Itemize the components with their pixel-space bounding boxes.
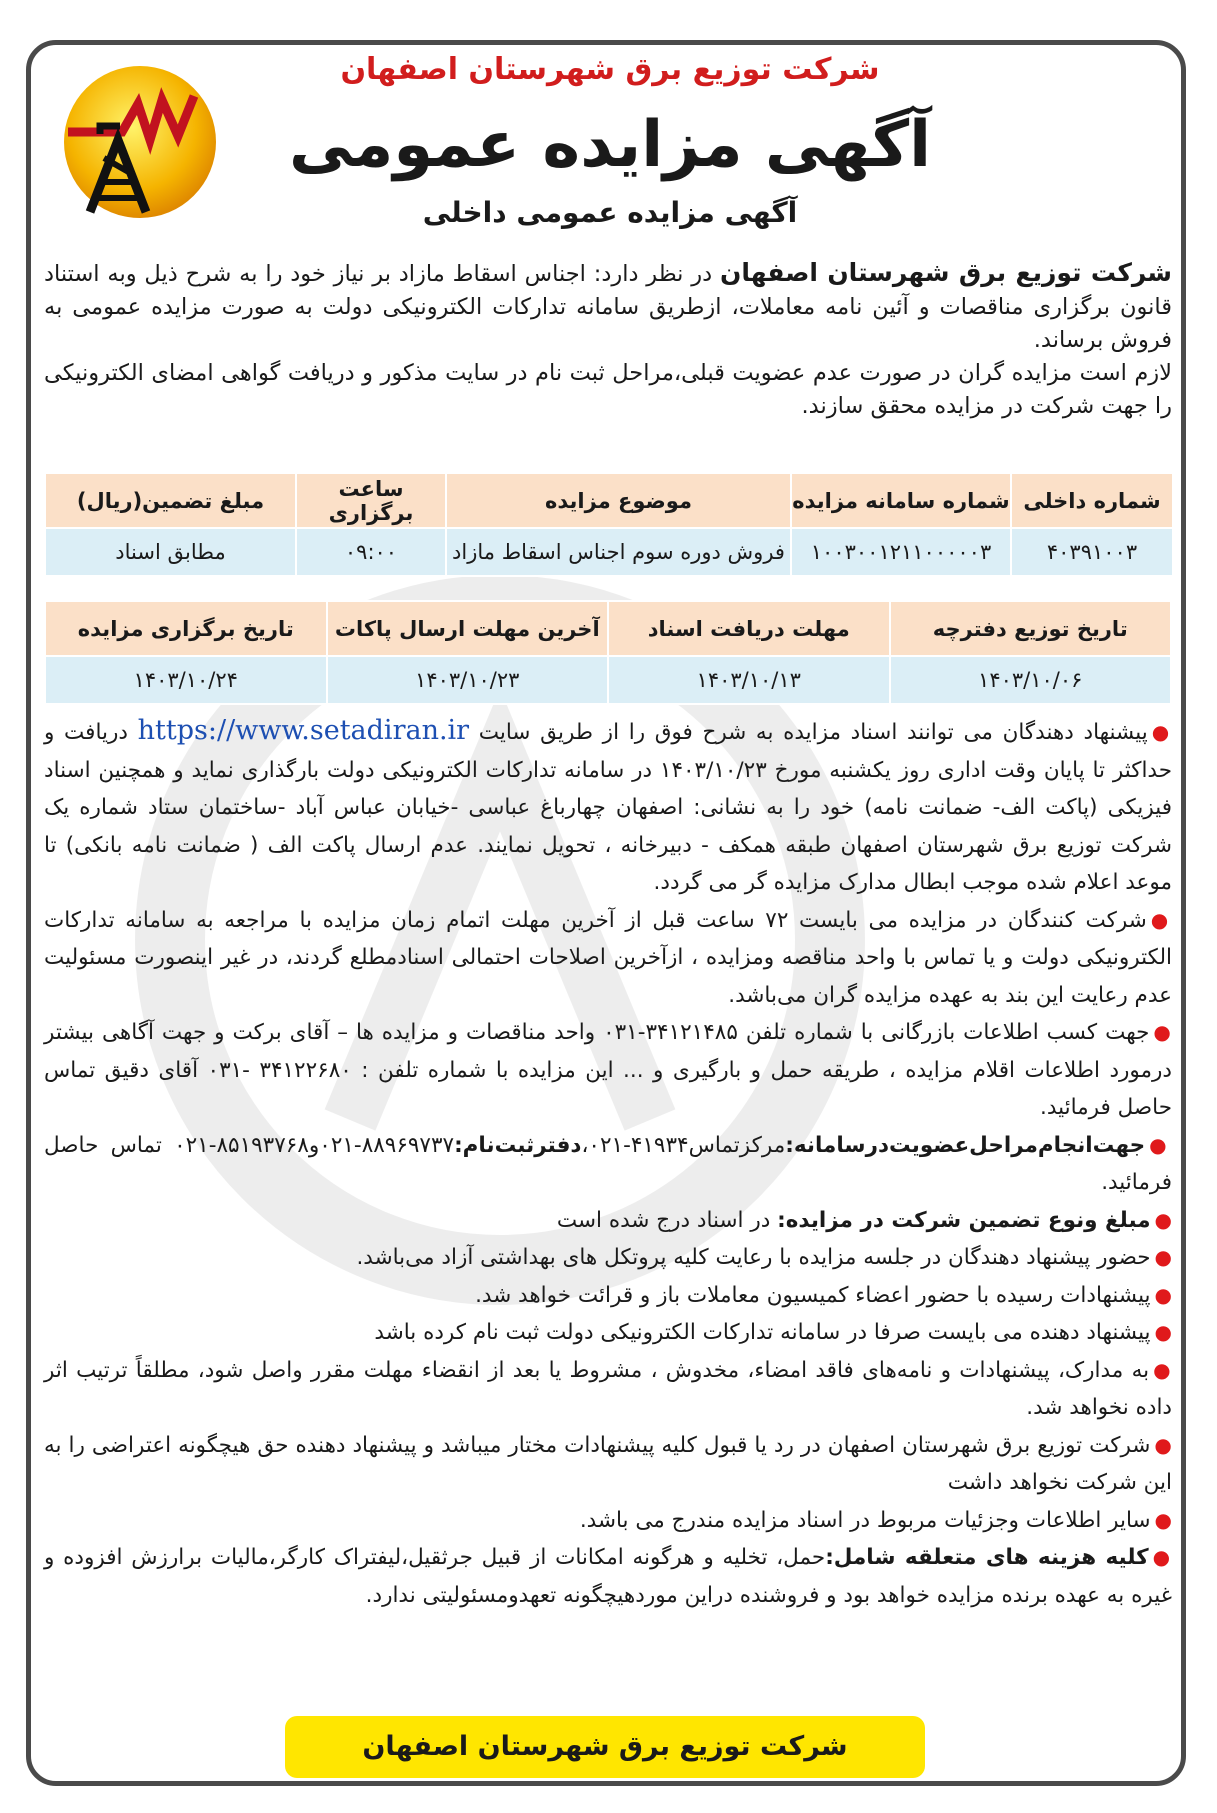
table-header: تاریخ توزیع دفترچه xyxy=(890,601,1172,656)
list-item: ●کلیه هزینه های متعلقه شامل:حمل، تخلیه و هرگونه امکانات از قبیل جرثقیل،لیفتراک کارگر،مالیات برارزش افزوده و غیره به عهده برنده مزایده خواهد بود و فروشنده دراین موردهیچگونه تعهدومسئولیتی ندارد. xyxy=(44,1545,1173,1608)
list-item: ●پیشنهادات رسیده با حضور اعضاء کمیسیون معاملات باز و قرائت خواهد شد. xyxy=(475,1282,1172,1308)
bullet-icon: ● xyxy=(1153,1020,1172,1044)
list-item: ●شرکت توزیع برق شهرستان اصفهان در رد یا قبول کلیه پیشنهادات مختار میباشد و پیشنهاد دهنده حق هیچگونه اعتراضی را به این شرکت نخواهد داشت xyxy=(44,1432,1172,1495)
table-cell: مطابق اسناد xyxy=(45,528,296,576)
table-header: شماره داخلی xyxy=(1011,473,1173,528)
table-cell: ۴۰۳۹۱۰۰۳ xyxy=(1011,528,1173,576)
footer-company-banner: شرکت توزیع برق شهرستان اصفهان xyxy=(285,1716,925,1778)
intro-paragraph xyxy=(44,256,1172,423)
bullet-icon: ● xyxy=(1153,1357,1172,1382)
bullet-icon: ● xyxy=(1154,1507,1172,1532)
bullet-icon: ● xyxy=(1152,1545,1173,1569)
table-cell: ۱۴۰۳/۱۰/۲۴ xyxy=(45,656,327,704)
bullet-icon: ● xyxy=(1154,1282,1172,1307)
table-cell: ۱۴۰۳/۱۰/۲۳ xyxy=(327,656,609,704)
company-logo xyxy=(60,62,220,222)
page-title: آگهی مزایده عمومی xyxy=(289,108,931,182)
bullet-icon: ● xyxy=(1154,1245,1172,1269)
intro-text-2: لازم است مزایده گران در صورت عدم عضویت قبلی،مراحل ثبت نام در سایت مذکور و دریافت گواهی امضای الکترونیکی را جهت شرکت در مزایده محقق سازند. xyxy=(44,360,1172,419)
list-item: ●جهت کسب اطلاعات بازرگانی با شماره تلفن ۳۴۱۲۱۴۸۵-۰۳۱ واحد مناقصات و مزایده ها – آقای برکت و جهت آگاهی بیشتر درمورد اطلاعات اقلام مزایده ، طریقه حمل و بارگیری و ... این مزایده با شماره تلفن : ۳۴۱۲۲۶۸۰ -۰۳۱ آقای دقیق تماس حاصل فرمائید. xyxy=(44,1020,1172,1120)
list-item: ●پیشنهاد دهنده می بایست صرفا در سامانه تدارکات الکترونیکی دولت ثبت نام کرده باشد xyxy=(374,1320,1172,1345)
intro-text-1: در نظر دارد: اجناس اسقاط مازاد بر نیاز خود را به شرح ذیل وبه استناد قانون برگزاری مناقصات و آئین نامه معاملات، ازطریق سامانه تدارکات الکترونیکی دولت به صورت مزایده عمومی به فروش برساند. xyxy=(44,261,1172,353)
list-item: ●شرکت کنندگان در مزایده می بایست ۷۲ ساعت قبل از آخرین مهلت اتمام زمان مزایده با مراجعه به سامانه تدارکات الکترونیکی دولت و یا تماس با واحد مناقصه ومزایده ، ازآخرین اصلاحات احتمالی اسنادمطلع گردند، در غیر اینصورت مسئولیت عدم رعایت این بند به عهده مزایده گران می‌باشد. xyxy=(44,907,1172,1008)
list-item: ●مبلغ ونوع تضمین شرکت در مزایده: در اسناد درج شده است xyxy=(556,1207,1172,1233)
table-header: تاریخ برگزاری مزایده xyxy=(45,601,327,656)
table-header: موضوع مزایده xyxy=(446,473,791,528)
table-header: ساعت برگزاری xyxy=(296,473,446,528)
table-cell: ۰۹:۰۰ xyxy=(296,528,446,576)
bullet-icon: ● xyxy=(1149,1132,1172,1157)
conditions-list xyxy=(44,712,1172,1614)
bullet-icon: ● xyxy=(1150,907,1172,932)
list-item: ●سایر اطلاعات وجزئیات مربوط در اسناد مزایده مندرج می باشد. xyxy=(579,1507,1172,1533)
bullet-icon: ● xyxy=(1154,1432,1172,1457)
bullet-icon: ● xyxy=(1154,1320,1172,1344)
table-header: آخرین مهلت ارسال پاکات xyxy=(327,601,609,656)
intro-company: شرکت توزیع برق شهرستان اصفهان xyxy=(720,258,1173,287)
list-item: ●پیشنهاد دهندگان می توانند اسناد مزایده به شرح فوق را از طریق سایت https://www.setadiran.ir دریافت و حداکثر تا پایان وقت اداری روز یکشنبه مورخ ۱۴۰۳/۱۰/۲۳ در سامانه تدارکات الکترونیکی دولت بارگذاری نماید و همچنین اسناد فیزیکی (پاکت الف- ضمانت نامه) خود را به نشانی: اصفهان چهارباغ عباسی -خیابان عباس آباد -ساختمان ستاد شماره یک شرکت توزیع برق شهرستان اصفهان طبقه همکف - دبیرخانه ، تحویل نمایند. عدم ارسال پاکت الف ( ضمانت نامه بانکی) تا موعد اعلام شده موجب ابطال مدارک مزایده گر می گردد. xyxy=(44,715,1173,895)
header-company-name: شرکت توزیع برق شهرستان اصفهان xyxy=(340,52,880,87)
table-header: شماره سامانه مزایده xyxy=(791,473,1011,528)
table-header: مهلت دریافت اسناد xyxy=(608,601,890,656)
list-item: ●جهت‌انجام‌مراحل‌عضویت‌در‌سامانه:مرکز‌تماس۴۱۹۳۴-۰۲۱،دفتر‌ثبت‌نام:۸۸۹۶۹۷۳۷-۰۲۱و۸۵۱۹۳۷۶۸-۰۲۱ تماس حاصل فرمائید. xyxy=(44,1132,1172,1195)
page-subtitle: آگهی مزایده عمومی داخلی xyxy=(422,196,798,229)
table-header: مبلغ تضمین(ریال) xyxy=(45,473,296,528)
auction-details-table xyxy=(44,472,1174,577)
setadiran-link[interactable]: https://www.setadiran.ir xyxy=(137,715,470,746)
bullet-icon: ● xyxy=(1154,1207,1172,1232)
table-cell: ۱۰۰۳۰۰۱۲۱۱۰۰۰۰۰۳ xyxy=(791,528,1011,576)
table-cell: ۱۴۰۳/۱۰/۰۶ xyxy=(890,656,1172,704)
bullet-icon: ● xyxy=(1151,720,1172,744)
dates-table xyxy=(44,600,1172,705)
table-cell: ۱۴۰۳/۱۰/۱۳ xyxy=(608,656,890,704)
table-cell: فروش دوره سوم اجناس اسقاط مازاد xyxy=(446,528,791,576)
list-item: ●به مدارک، پیشنهادات و نامه‌های فاقد امضاء، مخدوش ، مشروط یا بعد از انقضاء مهلت مقرر واصل شود، مطلقاً ترتیب اثر داده نخواهد شد. xyxy=(44,1357,1172,1420)
list-item: ●حضور پیشنهاد دهندگان در جلسه مزایده با رعایت کلیه پروتکل های بهداشتی آزاد می‌باشد. xyxy=(356,1245,1172,1270)
